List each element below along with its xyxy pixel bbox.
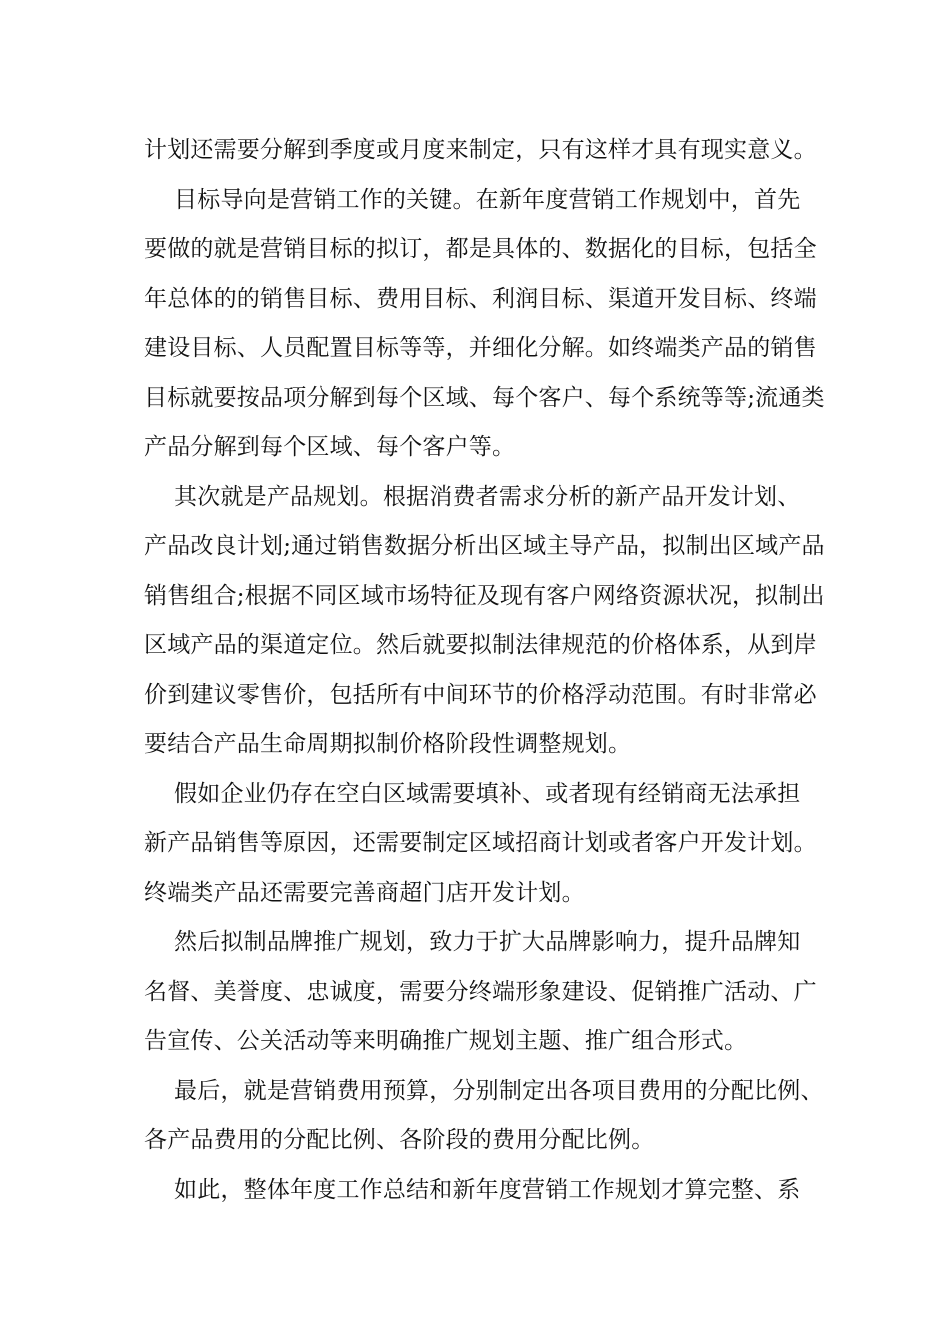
- text-line: 然后拟制品牌推广规划，致力于扩大品牌影响力，提升品牌知: [144, 929, 801, 955]
- text-line: 要做的就是营销目标的拟订，都是具体的、数据化的目标，包括全: [144, 236, 817, 262]
- text-line: 目标就要按品项分解到每个区域、每个客户、每个系统等等;流通类: [144, 384, 825, 411]
- text-line: 区域产品的渠道定位。然后就要拟制法律规范的价格体系，从到岸: [144, 632, 817, 658]
- text-line: 计划还需要分解到季度或月度来制定，只有这样才具有现实意义。: [144, 137, 817, 163]
- text-line: 其次就是产品规划。根据消费者需求分析的新产品开发计划、: [144, 483, 801, 510]
- text-line: 如此，整体年度工作总结和新年度营销工作规划才算完整、系: [144, 1176, 801, 1203]
- text-line: 新产品销售等原因，还需要制定区域招商计划或者客户开发计划。: [144, 830, 817, 856]
- text-line: 终端类产品还需要完善商超门店开发计划。: [144, 879, 585, 906]
- text-line: 销售组合;根据不同区域市场特征及现有客户网络资源状况，拟制出: [144, 582, 825, 609]
- text-line: 建设目标、人员配置目标等等，并细化分解。如终端类产品的销售: [144, 335, 817, 361]
- text-line: 产品分解到每个区域、每个客户等。: [144, 434, 516, 460]
- text-line: 名督、美誉度、忠诚度，需要分终端形象建设、促销推广活动、广: [144, 978, 817, 1005]
- text-line: 假如企业仍存在空白区域需要填补、或者现有经销商无法承担: [144, 780, 801, 807]
- text-line: 要结合产品生命周期拟制价格阶段性调整规划。: [144, 731, 632, 757]
- text-line: 各产品费用的分配比例、各阶段的费用分配比例。: [144, 1127, 655, 1153]
- text-line: 告宣传、公关活动等来明确推广规划主题、推广组合形式。: [144, 1028, 748, 1054]
- text-line: 价到建议零售价，包括所有中间环节的价格浮动范围。有时非常必: [144, 681, 817, 708]
- text-line: 年总体的的销售目标、费用目标、利润目标、渠道开发目标、终端: [144, 285, 817, 312]
- text-line: 目标导向是营销工作的关键。在新年度营销工作规划中，首先: [144, 186, 801, 213]
- document-body: [144, 126, 824, 1215]
- text-line: 最后，就是营销费用预算，分别制定出各项目费用的分配比例、: [144, 1077, 824, 1104]
- text-line: 产品改良计划;通过销售数据分析出区域主导产品，拟制出区域产品: [144, 533, 825, 559]
